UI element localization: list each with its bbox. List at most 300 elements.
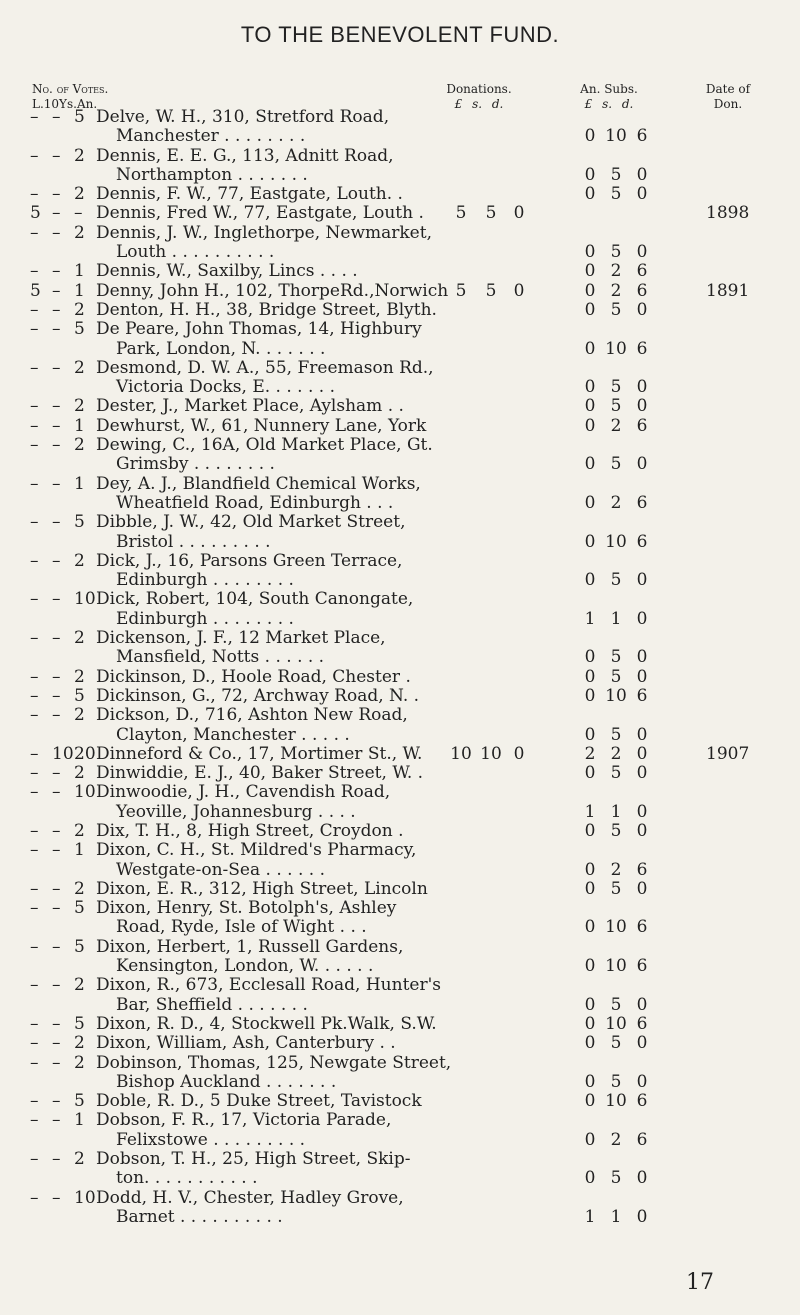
vote-count-y: 2	[74, 975, 85, 996]
vote-count-t: –	[52, 975, 61, 996]
vote-count-l: –	[30, 512, 39, 533]
entry-first-line	[0, 1111, 800, 1130]
entry-continuation-line	[0, 166, 800, 185]
entry-first-line	[0, 745, 800, 764]
vote-count-t: –	[52, 685, 61, 706]
vote-count-t: –	[52, 184, 61, 205]
subscription-amount: 0 5 0	[584, 377, 648, 398]
subscription-amount: 0 10 6	[584, 1013, 648, 1034]
entry-continuation-line	[0, 1169, 800, 1188]
vote-count-l: –	[30, 396, 39, 417]
vote-count-l: –	[30, 107, 39, 127]
vote-count-t: –	[52, 1149, 61, 1170]
donation-date: 1891	[706, 280, 750, 301]
entry-text: Dickinson, G., 72, Archway Road, N. .	[96, 685, 420, 706]
entry-text: Dennis, F. W., 77, Eastgate, Louth. .	[96, 184, 403, 205]
donation-amount: 10 10 0	[450, 743, 525, 764]
list-item	[0, 687, 800, 706]
vote-count-t: –	[52, 261, 61, 282]
subscription-amount: 0 5 0	[584, 570, 648, 591]
entry-first-line	[0, 706, 800, 725]
vote-count-t: –	[52, 1091, 61, 1112]
vote-count-l: –	[30, 184, 39, 205]
subscription-amount: 0 10 6	[584, 126, 648, 147]
entry-text: Grimsby . . . . . . . .	[116, 454, 275, 475]
entry-text: Dixon, C. H., St. Mildred's Pharmacy,	[96, 840, 417, 861]
list-item	[0, 1092, 800, 1111]
entry-text: Dixon, Henry, St. Botolph's, Ashley	[96, 898, 397, 919]
vote-count-l: –	[30, 936, 39, 957]
entry-continuation-line	[0, 1131, 800, 1150]
entry-continuation-line	[0, 726, 800, 745]
vote-count-y: 2	[74, 435, 85, 456]
entry-first-line	[0, 1034, 800, 1053]
vote-count-t: –	[52, 1033, 61, 1054]
entry-continuation-line	[0, 533, 800, 552]
list-item	[0, 1054, 800, 1093]
entry-first-line	[0, 475, 800, 494]
entry-text: Dixon, R., 673, Ecclesall Road, Hunter's	[96, 975, 441, 996]
vote-count-t: –	[52, 435, 61, 456]
vote-count-y: 2	[74, 705, 85, 726]
entry-continuation-line	[0, 127, 800, 146]
entry-text: Dodd, H. V., Chester, Hadley Grove,	[96, 1187, 404, 1208]
entry-text: Dibble, J. W., 42, Old Market Street,	[96, 512, 406, 533]
entry-text: Dick, Robert, 104, South Canongate,	[96, 589, 414, 610]
entry-text: Road, Ryde, Isle of Wight . . .	[116, 917, 367, 938]
votes-header-sublabel: L.10Ys.An.	[32, 97, 98, 111]
list-item	[0, 668, 800, 687]
vote-count-t: –	[52, 203, 61, 224]
subscription-amount: 0 5 0	[584, 724, 648, 745]
entry-text: Dickenson, J. F., 12 Market Place,	[96, 628, 386, 649]
entry-continuation-line	[0, 494, 800, 513]
vote-count-l: –	[30, 628, 39, 649]
entry-text: Dennis, Fred W., 77, Eastgate, Louth .	[96, 203, 424, 224]
list-item	[0, 783, 800, 822]
list-item	[0, 262, 800, 281]
vote-count-l: –	[30, 145, 39, 166]
list-item	[0, 224, 800, 263]
subscription-amount: 0 5 0	[584, 164, 648, 185]
subscription-amount: 0 2 6	[584, 280, 648, 301]
vote-count-y: 1	[74, 415, 85, 436]
entry-continuation-line	[0, 957, 800, 976]
vote-count-l: –	[30, 435, 39, 456]
entry-first-line	[0, 668, 800, 687]
vote-count-t: –	[52, 589, 61, 610]
vote-count-y: 2	[74, 222, 85, 243]
entry-first-line	[0, 397, 800, 416]
list-item	[0, 282, 800, 301]
entry-text: Dennis, E. E. G., 113, Adnitt Road,	[96, 145, 394, 166]
entry-continuation-line	[0, 340, 800, 359]
list-item	[0, 185, 800, 204]
vote-count-t: –	[52, 628, 61, 649]
list-item	[0, 1150, 800, 1189]
entry-text: Denton, H. H., 38, Bridge Street, Blyth.	[96, 299, 437, 320]
donations-units: £ s. d.	[454, 97, 504, 111]
entry-text: Dinwiddie, E. J., 40, Baker Street, W. .	[96, 763, 424, 784]
vote-count-t: –	[52, 550, 61, 571]
vote-count-l: –	[30, 1052, 39, 1073]
vote-count-t: 10	[52, 743, 74, 764]
subscription-amount: 0 5 0	[584, 396, 648, 417]
vote-count-t: –	[52, 782, 61, 803]
entry-text: Barnet . . . . . . . . . .	[116, 1206, 283, 1227]
vote-count-l: 5	[30, 203, 41, 224]
entry-text: Northampton . . . . . . .	[116, 164, 308, 185]
vote-count-t: –	[52, 357, 61, 378]
subscriber-list	[0, 108, 800, 1227]
entry-text: Denny, John H., 102, ThorpeRd.,Norwich	[96, 280, 449, 301]
entry-text: Dickinson, D., Hoole Road, Chester .	[96, 666, 411, 687]
vote-count-l: –	[30, 1033, 39, 1054]
entry-text: Yeoville, Johannesburg . . . .	[116, 801, 356, 822]
vote-count-l: –	[30, 415, 39, 436]
list-item	[0, 822, 800, 841]
vote-count-y: 2	[74, 1033, 85, 1054]
vote-count-y: 1	[74, 473, 85, 494]
list-item	[0, 938, 800, 977]
vote-count-y: 1	[74, 1110, 85, 1131]
list-item	[0, 841, 800, 880]
vote-count-y: 10	[74, 782, 96, 803]
vote-count-l: –	[30, 261, 39, 282]
vote-count-y: 2	[74, 628, 85, 649]
donation-date: 1898	[706, 203, 750, 224]
list-item	[0, 764, 800, 783]
subscription-amount: 0 5 0	[584, 994, 648, 1015]
vote-count-t: –	[52, 107, 61, 127]
entry-first-line	[0, 880, 800, 899]
list-item	[0, 1189, 800, 1228]
entry-continuation-line	[0, 378, 800, 397]
list-item	[0, 880, 800, 899]
subscription-amount: 0 10 6	[584, 685, 648, 706]
vote-count-l: –	[30, 589, 39, 610]
list-item	[0, 108, 800, 147]
list-item	[0, 1034, 800, 1053]
list-item	[0, 899, 800, 938]
subscription-amount: 0 10 6	[584, 917, 648, 938]
list-item	[0, 320, 800, 359]
entry-text: Dobson, F. R., 17, Victoria Parade,	[96, 1110, 392, 1131]
list-item	[0, 1111, 800, 1150]
entry-first-line	[0, 1015, 800, 1034]
entry-text: Dennis, J. W., Inglethorpe, Newmarket,	[96, 222, 432, 243]
entry-text: Clayton, Manchester . . . . .	[116, 724, 350, 745]
entry-text: Dewhurst, W., 61, Nunnery Lane, York	[96, 415, 427, 436]
entry-first-line	[0, 822, 800, 841]
subscriptions-units: £ s. d.	[584, 97, 634, 111]
vote-count-l: –	[30, 878, 39, 899]
entry-first-line	[0, 417, 800, 436]
vote-count-l: –	[30, 666, 39, 687]
vote-count-l: –	[30, 975, 39, 996]
subscription-amount: 0 2 6	[584, 859, 648, 880]
entry-text: Bishop Auckland . . . . . . .	[116, 1071, 337, 1092]
entry-text: Dick, J., 16, Parsons Green Terrace,	[96, 550, 403, 571]
entry-first-line	[0, 976, 800, 995]
entry-first-line	[0, 899, 800, 918]
vote-count-y: 5	[74, 685, 85, 706]
subscription-amount: 0 5 0	[584, 820, 648, 841]
vote-count-l: –	[30, 763, 39, 784]
entry-continuation-line	[0, 861, 800, 880]
entry-text: Dickson, D., 716, Ashton New Road,	[96, 705, 408, 726]
entry-text: Dobinson, Thomas, 125, Newgate Street,	[96, 1052, 452, 1073]
entry-first-line	[0, 320, 800, 339]
vote-count-t: –	[52, 820, 61, 841]
subscriptions-header-label: An. Subs.	[580, 82, 638, 96]
vote-count-t: –	[52, 840, 61, 861]
donation-amount: 5 5 0	[455, 280, 525, 301]
entry-first-line	[0, 108, 800, 127]
entry-first-line	[0, 1092, 800, 1111]
vote-count-y: 1	[74, 261, 85, 282]
vote-count-y: 2	[74, 299, 85, 320]
entry-text: Bar, Sheffield . . . . . . .	[116, 994, 308, 1015]
entry-first-line	[0, 1189, 800, 1208]
page-number: 17	[686, 1270, 714, 1295]
vote-count-t: –	[52, 396, 61, 417]
entry-text: Wheatfield Road, Edinburgh . . .	[116, 492, 394, 513]
subscription-amount: 0 2 6	[584, 261, 648, 282]
list-item	[0, 436, 800, 475]
subscription-amount: 0 5 0	[584, 242, 648, 263]
entry-first-line	[0, 1150, 800, 1169]
entry-continuation-line	[0, 996, 800, 1015]
list-item	[0, 475, 800, 514]
entry-first-line	[0, 204, 800, 223]
entry-text: Dixon, R. D., 4, Stockwell Pk.Walk, S.W.	[96, 1013, 437, 1034]
entry-first-line	[0, 764, 800, 783]
vote-count-t: –	[52, 1052, 61, 1073]
subscription-amount: 0 5 0	[584, 454, 648, 475]
entry-text: Edinburgh . . . . . . . .	[116, 570, 294, 591]
date-header-line2: Don.	[713, 97, 743, 111]
vote-count-l: –	[30, 319, 39, 340]
vote-count-y: 10	[74, 589, 96, 610]
vote-count-t: –	[52, 1187, 61, 1208]
vote-count-l: –	[30, 357, 39, 378]
vote-count-l: –	[30, 299, 39, 320]
entry-text: Felixstowe . . . . . . . . .	[116, 1129, 306, 1150]
entry-text: Dewing, C., 16A, Old Market Place, Gt.	[96, 435, 433, 456]
entry-continuation-line	[0, 648, 800, 667]
vote-count-l: –	[30, 1110, 39, 1131]
subscription-amount: 0 5 0	[584, 763, 648, 784]
entry-text: Dobson, T. H., 25, High Street, Skip-	[96, 1149, 411, 1170]
subscription-amount: 0 5 0	[584, 666, 648, 687]
entry-text: Dester, J., Market Place, Aylsham . .	[96, 396, 404, 417]
entry-text: Desmond, D. W. A., 55, Freemason Rd.,	[96, 357, 434, 378]
entry-first-line	[0, 629, 800, 648]
subscription-amount: 0 5 0	[584, 647, 648, 668]
entry-first-line	[0, 301, 800, 320]
donations-header-label: Donations.	[446, 82, 512, 96]
entry-first-line	[0, 359, 800, 378]
entry-first-line	[0, 513, 800, 532]
entry-text: Dinwoodie, J. H., Cavendish Road,	[96, 782, 391, 803]
subscription-amount: 2 2 0	[584, 743, 648, 764]
list-item	[0, 301, 800, 320]
entry-first-line	[0, 783, 800, 802]
entry-text: Mansfield, Notts . . . . . .	[116, 647, 325, 668]
entry-text: Dixon, E. R., 312, High Street, Lincoln	[96, 878, 428, 899]
vote-count-l: –	[30, 685, 39, 706]
vote-count-l: –	[30, 1091, 39, 1112]
subscription-amount: 0 10 6	[584, 1091, 648, 1112]
entry-first-line	[0, 185, 800, 204]
subscription-amount: 0 2 6	[584, 415, 648, 436]
vote-count-t: –	[52, 319, 61, 340]
vote-count-y: 2	[74, 763, 85, 784]
entry-continuation-line	[0, 571, 800, 590]
entry-text: Kensington, London, W. . . . . .	[116, 956, 374, 977]
entry-text: Dey, A. J., Blandfield Chemical Works,	[96, 473, 421, 494]
vote-count-y: 1	[74, 280, 85, 301]
subscription-amount: 0 5 0	[584, 1168, 648, 1189]
vote-count-y: 5	[74, 898, 85, 919]
subscription-amount: 0 2 6	[584, 1129, 648, 1150]
entry-first-line	[0, 436, 800, 455]
entry-text: Delve, W. H., 310, Stretford Road,	[96, 107, 390, 127]
entry-first-line	[0, 590, 800, 609]
subscription-amount: 0 2 6	[584, 492, 648, 513]
vote-count-y: 5	[74, 1091, 85, 1112]
votes-header-label: No. of Votes.	[32, 82, 109, 96]
date-header-line1: Date of	[705, 82, 751, 96]
subscription-amount: 0 5 0	[584, 299, 648, 320]
entry-first-line	[0, 687, 800, 706]
entry-text: Louth . . . . . . . . . .	[116, 242, 275, 263]
vote-count-t: –	[52, 473, 61, 494]
vote-count-l: 5	[30, 280, 41, 301]
vote-count-t: –	[52, 705, 61, 726]
vote-count-y: 2	[74, 357, 85, 378]
entry-first-line	[0, 262, 800, 281]
page-title: TO THE BENEVOLENT FUND.	[240, 22, 560, 47]
vote-count-y: 10	[74, 1187, 96, 1208]
list-item	[0, 204, 800, 223]
vote-count-y: 5	[74, 1013, 85, 1034]
entry-text: ton. . . . . . . . . . .	[116, 1168, 258, 1189]
subscription-amount: 0 5 0	[584, 878, 648, 899]
entry-text: Dixon, William, Ash, Canterbury . .	[96, 1033, 396, 1054]
list-item	[0, 745, 800, 764]
donation-amount: 5 5 0	[455, 203, 525, 224]
vote-count-t: –	[52, 1110, 61, 1131]
entry-text: Doble, R. D., 5 Duke Street, Tavistock	[96, 1091, 422, 1112]
vote-count-t: –	[52, 898, 61, 919]
vote-count-y: 2	[74, 184, 85, 205]
list-item	[0, 706, 800, 745]
vote-count-y: 5	[74, 107, 85, 127]
entry-continuation-line	[0, 1208, 800, 1227]
list-item	[0, 976, 800, 1015]
entry-first-line	[0, 1054, 800, 1073]
entry-first-line	[0, 282, 800, 301]
entry-text: Victoria Docks, E. . . . . . .	[116, 377, 335, 398]
vote-count-y: –	[74, 203, 83, 224]
subscription-amount: 0 10 6	[584, 956, 648, 977]
list-item	[0, 417, 800, 436]
entry-first-line	[0, 224, 800, 243]
entry-first-line	[0, 147, 800, 166]
vote-count-l: –	[30, 473, 39, 494]
entry-continuation-line	[0, 918, 800, 937]
vote-count-l: –	[30, 898, 39, 919]
vote-count-l: –	[30, 820, 39, 841]
list-item	[0, 147, 800, 186]
vote-count-t: –	[52, 299, 61, 320]
vote-count-t: –	[52, 878, 61, 899]
subscription-amount: 1 1 0	[584, 608, 648, 629]
subscription-amount: 1 1 0	[584, 1206, 648, 1227]
entry-first-line	[0, 552, 800, 571]
vote-count-t: –	[52, 145, 61, 166]
list-item	[0, 629, 800, 668]
vote-count-y: 2	[74, 550, 85, 571]
vote-count-y: 5	[74, 936, 85, 957]
list-item	[0, 552, 800, 591]
vote-count-y: 5	[74, 319, 85, 340]
entry-continuation-line	[0, 455, 800, 474]
entry-first-line	[0, 841, 800, 860]
list-item	[0, 590, 800, 629]
vote-count-y: 2	[74, 396, 85, 417]
entry-text: Dinneford & Co., 17, Mortimer St., W.	[96, 743, 423, 764]
vote-count-y: 5	[74, 512, 85, 533]
subscription-amount: 0 10 6	[584, 531, 648, 552]
entry-text: Bristol . . . . . . . . .	[116, 531, 271, 552]
vote-count-y: 2	[74, 1149, 85, 1170]
vote-count-l: –	[30, 743, 39, 764]
list-item	[0, 1015, 800, 1034]
subscription-amount: 0 5 0	[584, 184, 648, 205]
entry-continuation-line	[0, 1073, 800, 1092]
entry-text: Edinburgh . . . . . . . .	[116, 608, 294, 629]
entry-continuation-line	[0, 610, 800, 629]
vote-count-y: 1	[74, 840, 85, 861]
entry-text: Westgate-on-Sea . . . . . .	[116, 859, 325, 880]
vote-count-l: –	[30, 550, 39, 571]
vote-count-y: 2	[74, 145, 85, 166]
entry-text: Park, London, N. . . . . . .	[116, 338, 326, 359]
entry-text: Dix, T. H., 8, High Street, Croydon .	[96, 820, 404, 841]
entry-text: Dixon, Herbert, 1, Russell Gardens,	[96, 936, 404, 957]
vote-count-l: –	[30, 782, 39, 803]
vote-count-y: 20	[74, 743, 96, 764]
vote-count-y: 2	[74, 878, 85, 899]
entry-text: Dennis, W., Saxilby, Lincs . . . .	[96, 261, 358, 282]
vote-count-l: –	[30, 1013, 39, 1034]
donation-date: 1907	[706, 743, 750, 764]
vote-count-t: –	[52, 1013, 61, 1034]
vote-count-l: –	[30, 840, 39, 861]
vote-count-l: –	[30, 1187, 39, 1208]
vote-count-l: –	[30, 705, 39, 726]
vote-count-y: 2	[74, 666, 85, 687]
vote-count-t: –	[52, 666, 61, 687]
vote-count-l: –	[30, 222, 39, 243]
vote-count-t: –	[52, 415, 61, 436]
vote-count-t: –	[52, 222, 61, 243]
list-item	[0, 397, 800, 416]
vote-count-l: –	[30, 1149, 39, 1170]
